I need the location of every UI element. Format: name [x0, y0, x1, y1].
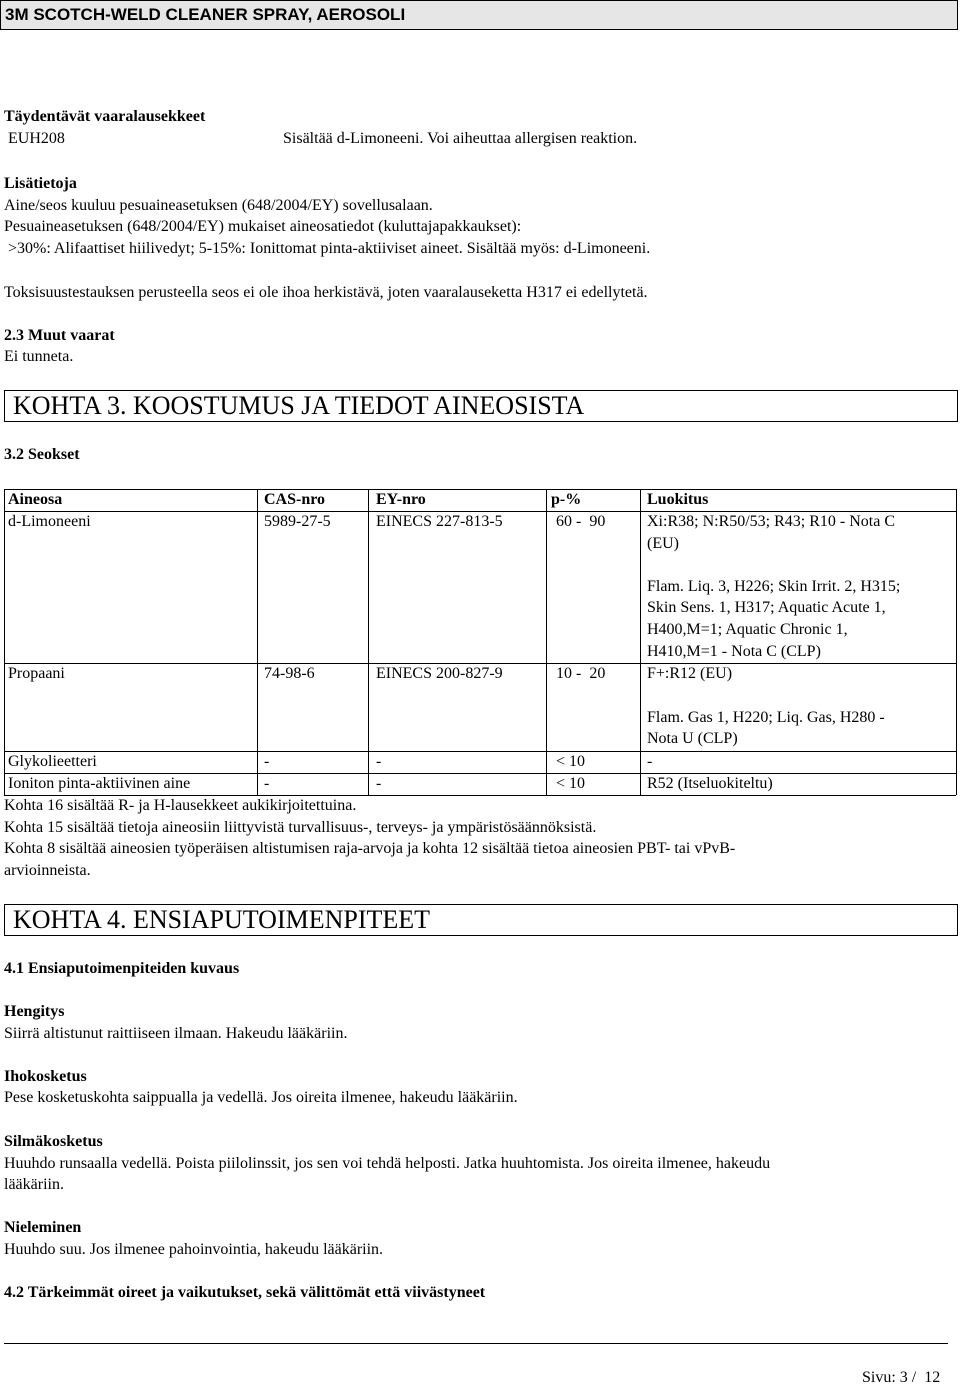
- table-row-1-class-4: Flam. Liq. 3, H226; Skin Irrit. 2, H315;: [647, 578, 901, 595]
- eye-text-1: Huuhdo runsaalla vedellä. Poista piilolinssit, jos sen voi tehdä helposti. Jatka huuhtomista. Jos oireita ilmenee, hakeudu: [4, 1155, 771, 1172]
- section-3-note-3b: arvioinneista.: [4, 862, 91, 879]
- table-row-3-class-1: -: [647, 753, 653, 770]
- table-row-1-class-5: Skin Sens. 1, H317; Aquatic Acute 1,: [647, 599, 886, 616]
- additional-line-3: >30%: Alifaattiset hiilivedyt; 5-15%: Ionittomat pinta-aktiiviset aineet. Sisältää myös: d-Limoneeni.: [8, 240, 651, 257]
- additional-line-4: Toksisuustestauksen perusteella seos ei ole ihoa herkistävä, joten vaaralauseketta H317 ei edellytetä.: [4, 284, 648, 301]
- page-number: Sivu: 3 / 12: [862, 1369, 941, 1386]
- section-3-subheading: 3.2 Seokset: [4, 446, 80, 463]
- table-row-3-name: Glykolieetteri: [8, 753, 97, 770]
- section-3-note-1: Kohta 16 sisältää R- ja H-lausekkeet aukikirjoitettuina.: [4, 797, 357, 814]
- table-row-2-percent: 10 - 20: [556, 665, 606, 682]
- table-row-4-ec: -: [376, 775, 382, 792]
- section-4-box: [4, 904, 958, 936]
- other-hazards-heading: 2.3 Muut vaarat: [4, 327, 115, 344]
- document-header: [0, 0, 958, 30]
- table-row-3-ec: -: [376, 753, 382, 770]
- table-row-4-cas: -: [264, 775, 270, 792]
- other-hazards-text: Ei tunneta.: [4, 348, 74, 365]
- additional-line-1: Aine/seos kuuluu pesuaineasetuksen (648/2004/EY) sovellusalaan.: [4, 197, 433, 214]
- section-3-note-3a: Kohta 8 sisältää aineosien työperäisen altistumisen raja-arvoja ja kohta 12 sisältää tietoa aineosien PBT- tai vPvB-: [4, 840, 736, 857]
- table-row-3-percent: < 10: [556, 753, 586, 770]
- section-4-title: KOHTA 4. ENSIAPUTOIMENPITEET: [13, 905, 431, 934]
- table-row-2-class-4: Nota U (CLP): [647, 730, 738, 747]
- skin-heading: Ihokosketus: [4, 1068, 87, 1085]
- inhalation-heading: Hengitys: [4, 1003, 65, 1020]
- table-row-3-cas: -: [264, 753, 270, 770]
- section-4-subheading: 4.1 Ensiaputoimenpiteiden kuvaus: [4, 960, 240, 977]
- table-row-1-class-1: Xi:R38; N:R50/53; R43; R10 - Nota C: [647, 513, 896, 530]
- table-row-1-class-7: H410,M=1 - Nota C (CLP): [647, 643, 821, 660]
- document-title: 3M SCOTCH-WELD CLEANER SPRAY, AEROSOLI: [5, 5, 406, 24]
- euh-code: EUH208: [8, 130, 65, 147]
- section-3-note-2: Kohta 15 sisältää tietoja aineosiin liittyvistä turvallisuus-, terveys- ja ympäristösäännöksistä.: [4, 819, 597, 836]
- eye-heading: Silmäkosketus: [4, 1133, 103, 1150]
- table-row-1-cas: 5989-27-5: [264, 513, 331, 530]
- table-row-2-class-3: Flam. Gas 1, H220; Liq. Gas, H280 -: [647, 709, 885, 726]
- table-row-2-name: Propaani: [8, 665, 65, 682]
- ingestion-text: Huuhdo suu. Jos ilmenee pahoinvointia, hakeudu lääkäriin.: [4, 1241, 384, 1258]
- table-row-1-class-2: (EU): [647, 535, 679, 552]
- col-header-cas: CAS-nro: [264, 491, 326, 508]
- euh-text: Sisältää d-Limoneeni. Voi aiheuttaa allergisen reaktion.: [283, 130, 638, 147]
- table-row-4-percent: < 10: [556, 775, 586, 792]
- additional-line-2: Pesuaineasetuksen (648/2004/EY) mukaiset aineosatiedot (kuluttajapakkaukset):: [4, 218, 522, 235]
- section-3-box: [4, 390, 958, 422]
- table-row-1-percent: 60 - 90: [556, 513, 606, 530]
- table-row-2-class-1: F+:R12 (EU): [647, 665, 733, 682]
- table-row-4-class-1: R52 (Itseluokiteltu): [647, 775, 773, 792]
- table-row-1-name: d-Limoneeni: [8, 513, 91, 530]
- section-4-2-heading: 4.2 Tärkeimmät oireet ja vaikutukset, sekä välittömät että viivästyneet: [4, 1284, 486, 1301]
- col-header-component: Aineosa: [8, 491, 63, 508]
- ingestion-heading: Nieleminen: [4, 1219, 82, 1236]
- col-header-ec: EY-nro: [376, 491, 426, 508]
- inhalation-text: Siirrä altistunut raittiiseen ilmaan. Hakeudu lääkäriin.: [4, 1025, 348, 1042]
- eye-text-2: lääkäriin.: [4, 1176, 64, 1193]
- table-row-1-class-6: H400,M=1; Aquatic Chronic 1,: [647, 621, 848, 638]
- table-row-1-ec: EINECS 227-813-5: [376, 513, 503, 530]
- col-header-classification: Luokitus: [647, 491, 709, 508]
- skin-text: Pese kosketuskohta saippualla ja vedellä. Jos oireita ilmenee, hakeudu lääkäriin.: [4, 1089, 518, 1106]
- table-row-2-ec: EINECS 200-827-9: [376, 665, 503, 682]
- footer-rule: [4, 1343, 948, 1344]
- table-row-2-cas: 74-98-6: [264, 665, 315, 682]
- col-header-percent: p-%: [551, 491, 582, 508]
- additional-heading: Lisätietoja: [4, 175, 77, 192]
- table-row-4-name: Ioniton pinta-aktiivinen aine: [8, 775, 191, 792]
- supplementary-heading: Täydentävät vaaralausekkeet: [4, 108, 206, 125]
- section-3-title: KOHTA 3. KOOSTUMUS JA TIEDOT AINEOSISTA: [13, 391, 585, 420]
